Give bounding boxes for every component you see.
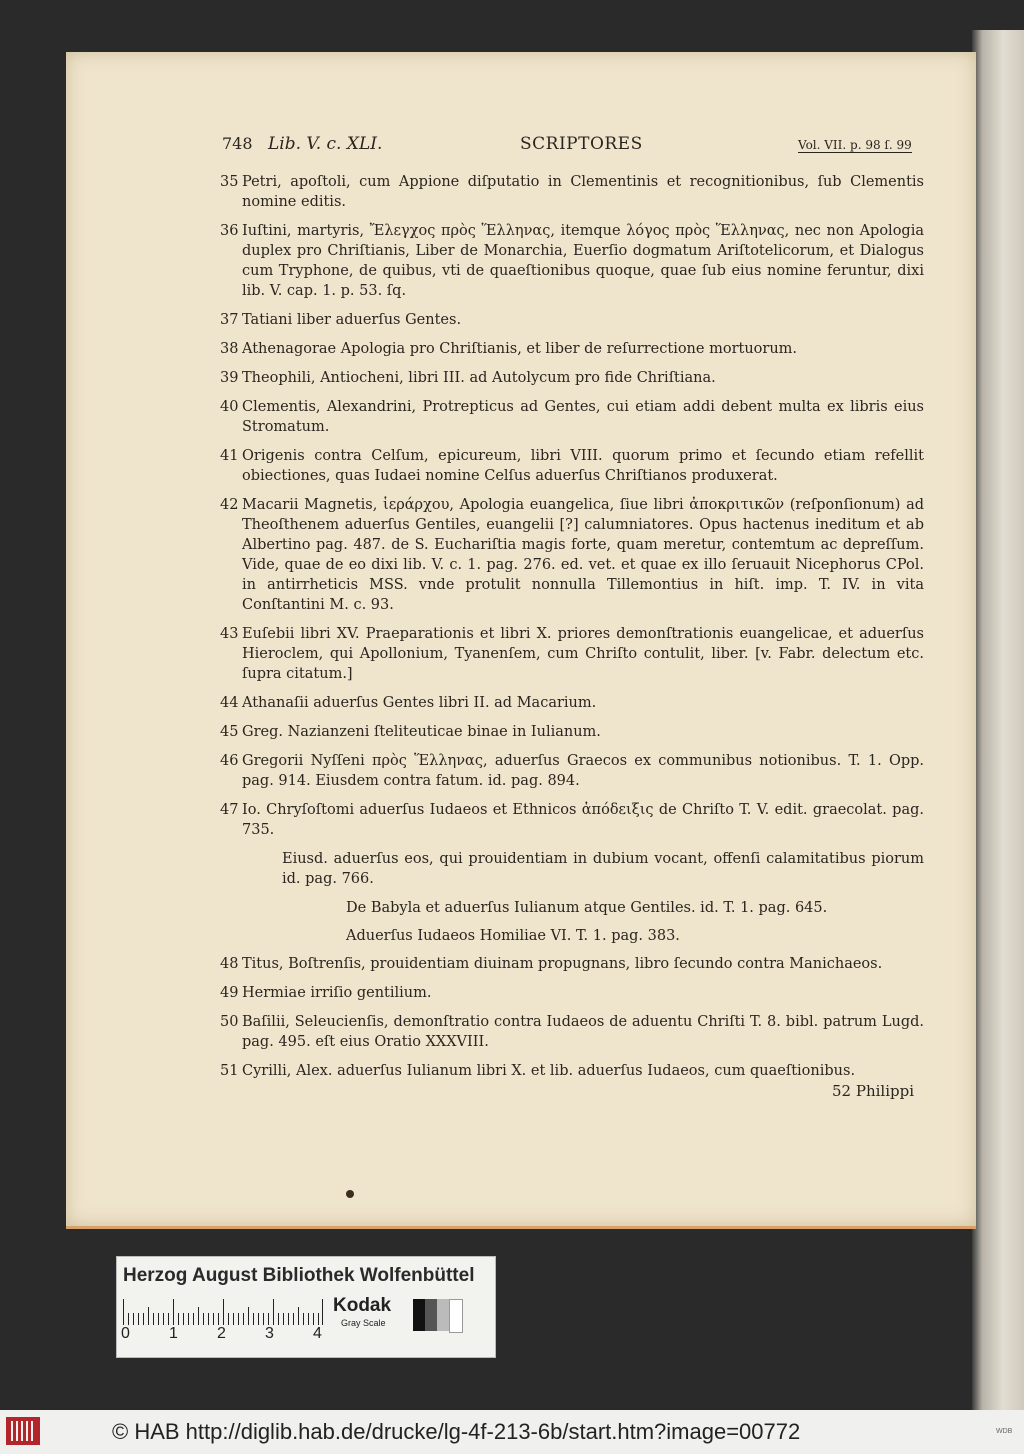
gray-swatch-dark: [425, 1299, 437, 1331]
entry-text: Athanaſii aduerſus Gentes libri II. ad Macarium.: [242, 695, 597, 711]
gray-scale-label: Gray Scale: [341, 1318, 386, 1328]
sub-entry: Eiusd. aduerſus eos, qui prouidentiam in dubium vocant, offenſi calamitatibus piorum id. pag. 766.: [282, 851, 924, 887]
entry-number: 49: [220, 985, 239, 1001]
sub-entry: De Babyla et aduerſus Iulianum atque Gentiles. id. T. 1. pag. 645.: [346, 900, 828, 916]
entry-text: Macarii Magnetis, ἱεράρχου, Apologia euangelica, ſiue libri ἀποκριτικῶν (reſponſionum) ad Theoſthenem aduerſus Gentiles, euangelii [?] calumniatores. Opus hactenus ineditum et ab Albertino pag. 487. de S. Euchariſtia magis forte, quam meretur, contemtum ac depreſſum. Vide, quae de eo dixi lib. V. c. 1. pag. 276. ed. vet. et quae ex illo ſeruauit Nicephorus CPol. in antirrheticis MSS. vnde protulit nonnulla Tillemontius in hiſt. imp. T. IV. in vita Conſtantini M. c. 93.: [242, 497, 924, 613]
entry-number: 35: [220, 174, 239, 190]
entry-44: [220, 693, 924, 713]
entry-text: Cyrilli, Alex. aduerſus Iulianum libri X. et lib. aduerſus Iudaeos, cum quaeſtionibus.: [242, 1063, 856, 1079]
footer-bar: [0, 1410, 1024, 1454]
entry-number: 48: [220, 956, 239, 972]
ruler-number: 2: [217, 1325, 226, 1342]
entry-text: Tatiani liber aduerſus Gentes.: [242, 312, 462, 328]
entry-47: [220, 800, 924, 840]
gray-swatch-black: [413, 1299, 425, 1331]
running-head-center: SCRIPTORES: [520, 134, 643, 154]
entry-35: [220, 172, 924, 212]
entry-51: [220, 1061, 924, 1081]
entry-text: Euſebii libri XV. Praeparationis et libri X. priores demonſtrationis euangelicae, et aduerſus Hieroclem, qui Apollonium, Tyanenſem, cum Chriſto contulit, liber. [v. Fabr. delectum etc. ſupra citatum.]: [242, 626, 924, 682]
page-header: [0, 134, 1024, 158]
entry-number: 42: [220, 497, 239, 513]
entry-text: Hermiae irriſio gentilium.: [242, 985, 432, 1001]
entry-number: 41: [220, 448, 239, 464]
entry-39: [220, 368, 924, 388]
entry-number: 45: [220, 724, 239, 740]
entry-number: 47: [220, 802, 239, 818]
entry-text: Gregorii Nyſſeni πρὸς Ἕλληνας, aduerſus Graecos ex communibus notionibus. T. 1. Opp. pag. 914. Eiusdem contra fatum. id. pag. 894.: [242, 753, 924, 789]
entry-text: Clementis, Alexandrini, Protrepticus ad Gentes, cui etiam addi debent multa ex libris eius Stromatum.: [242, 399, 924, 435]
entry-number: 50: [220, 1014, 239, 1030]
ink-spot: [346, 1190, 354, 1198]
entry-text: Titus, Boſtrenſis, prouidentiam diuinam propugnans, libro ſecundo contra Manichaeos.: [242, 956, 883, 972]
color-calibration-card: [116, 1256, 496, 1358]
entry-41: [220, 446, 924, 486]
entry-36: [220, 221, 924, 301]
entry-42: [220, 495, 924, 615]
ruler-number: 4: [313, 1325, 322, 1342]
entry-text: Greg. Nazianzeni ſteliteuticae binae in Iulianum.: [242, 724, 601, 740]
ruler-number: 3: [265, 1325, 274, 1342]
ruler-numbers: [121, 1325, 321, 1345]
entry-38: [220, 339, 924, 359]
catchword: 52 Philippi: [832, 1082, 915, 1100]
entry-43: [220, 624, 924, 684]
ruler-number: 1: [169, 1325, 178, 1342]
entry-list: [220, 172, 924, 1090]
sub-entry: Aduerſus Iudaeos Homiliae VI. T. 1. pag. 383.: [346, 928, 680, 944]
entry-text: Baſilii, Seleucienſis, demonſtratio contra Iudaeos de aduentu Chriſti T. 8. bibl. patrum Lugd. pag. 495. eſt eius Oratio XXXVIII.: [242, 1014, 924, 1050]
entry-number: 36: [220, 223, 239, 239]
entry-text: Petri, apoſtoli, cum Appione diſputatio in Clementinis et recognitionibus, ſub Clementis nomine editis.: [242, 174, 924, 210]
running-head-right: Vol. VII. p. 98 ſ. 99: [798, 138, 912, 152]
entry-number: 46: [220, 753, 239, 769]
ruler-scale: [123, 1297, 323, 1325]
ruler-number: 0: [121, 1325, 130, 1342]
entry-45: [220, 722, 924, 742]
entry-number: 43: [220, 626, 239, 642]
footer-mark: WDB: [996, 1428, 1013, 1435]
entry-number: 51: [220, 1063, 239, 1079]
entry-37: [220, 310, 924, 330]
page-number: 748: [222, 134, 253, 153]
entry-text: Origenis contra Celſum, epicureum, libri VIII. quorum primo et ſecundo etiam refellit obiectiones, quas Iudaei nomine Celſus aduerſus Chriſtianos produxerat.: [242, 448, 924, 484]
entry-48: [220, 954, 924, 974]
library-name: Herzog August Bibliothek Wolfenbüttel: [123, 1265, 475, 1286]
gray-swatch-white: [449, 1299, 463, 1333]
book-edge: [972, 30, 1024, 1410]
kodak-logo: Kodak: [333, 1295, 392, 1316]
footer-copyright-link[interactable]: © HAB http://diglib.hab.de/drucke/lg-4f-213-6b/start.htm?image=00772: [112, 1419, 801, 1444]
entry-number: 37: [220, 312, 239, 328]
entry-50: [220, 1012, 924, 1052]
entry-text: Theophili, Antiocheni, libri III. ad Autolycum pro fide Chriſtiana.: [242, 370, 716, 386]
entry-46: [220, 751, 924, 791]
hab-logo-icon: [6, 1417, 40, 1445]
entry-text: Iuſtini, martyris, Ἔλεγχος πρὸς Ἕλληνας, itemque λόγος πρὸς Ἕλληνας, nec non Apologia duplex pro Chriſtianis, Liber de Monarchia, Euerſio dogmatum Ariſtotelicorum, et Dialogus cum Tryphone, de quibus, vti de quaeſtionibus quoque, quae ſub eius nomine feruntur, dixi lib. V. cap. 1. p. 53. ſq.: [242, 223, 924, 299]
gray-swatch-light: [437, 1299, 449, 1331]
entry-number: 40: [220, 399, 239, 415]
entry-number: 39: [220, 370, 239, 386]
running-head-left: Lib. V. c. XLI.: [268, 134, 383, 154]
entry-text: Io. Chryſoſtomi aduerſus Iudaeos et Ethnicos ἀπόδειξις de Chriſto T. V. edit. graecolat. pag. 735.: [242, 802, 924, 838]
entry-text: Athenagorae Apologia pro Chriſtianis, et liber de reſurrectione mortuorum.: [242, 341, 798, 357]
entry-40: [220, 397, 924, 437]
entry-number: 44: [220, 695, 239, 711]
entry-number: 38: [220, 341, 239, 357]
entry-49: [220, 983, 924, 1003]
